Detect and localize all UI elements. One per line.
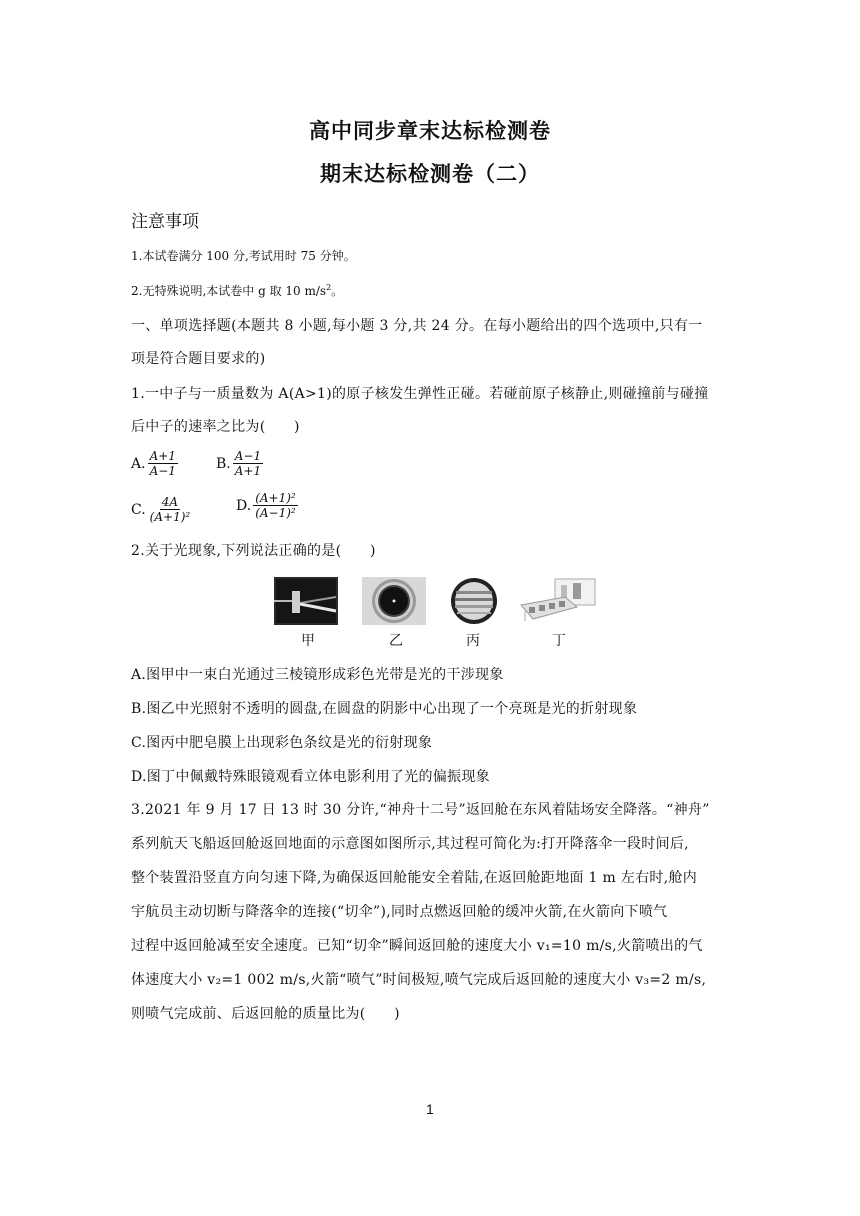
page-title: 高中同步章末达标检测卷 — [309, 118, 551, 143]
figure-label-2: 乙 — [389, 633, 403, 649]
q3-line2: 系列航天飞船返回舱返回地面的示意图如图所示,其过程可简化为:打开降落伞一段时间后, — [131, 836, 689, 852]
figure-poisson-spot-image — [362, 577, 426, 625]
fraction — [233, 449, 263, 478]
q3-line5: 过程中返回舱减至安全速度。已知“切伞”瞬间返回舱的速度大小 v₁=10 m/s,火箭喷出的气 — [131, 938, 703, 954]
q2-option-a: A.图甲中一束白光通过三棱镜形成彩色光带是光的干涉现象 — [131, 667, 504, 683]
numerator: A+1 — [149, 449, 176, 463]
figure-label-1: 甲 — [301, 633, 315, 649]
section-heading-line1: 一、单项选择题(本题共 8 小题,每小题 3 分,共 24 分。在每小题给出的四个选项中,只有一 — [131, 318, 703, 334]
page-subtitle: 期末达标检测卷（二） — [320, 161, 540, 186]
fraction — [148, 495, 193, 524]
q1-option-a — [131, 449, 178, 478]
figure-prism-image — [274, 577, 338, 625]
numerator: 4A — [161, 495, 179, 509]
q3-line1: 3.2021 年 9 月 17 日 13 时 30 分许,“神舟十二号”返回舱在东风着陆场安全降落。“神舟” — [131, 802, 710, 818]
q2-stem: 2.关于光现象,下列说法正确的是( ) — [131, 543, 376, 559]
superscript: 2 — [326, 283, 332, 292]
q1-option-d — [236, 491, 298, 520]
option-label: C. — [131, 501, 146, 518]
figure-soap-film-image — [450, 577, 498, 625]
notice-heading: 注意事项 — [131, 212, 199, 232]
page-number: 1 — [426, 1101, 434, 1117]
figure-label-3: 丙 — [466, 633, 480, 649]
q1-option-c — [131, 495, 192, 524]
q1-option-b — [216, 449, 263, 478]
q3-line4: 宇航员主动切断与降落伞的连接(“切伞”),同时点燃返回舱的缓冲火箭,在火箭向下喷气 — [131, 904, 668, 920]
section-heading-line2: 项是符合题目要求的) — [131, 351, 266, 367]
q2-option-d: D.图丁中佩戴特殊眼镜观看立体电影利用了光的偏振现象 — [131, 769, 490, 785]
numerator: A−1 — [234, 449, 262, 463]
numerator: (A+1)² — [255, 491, 296, 505]
q2-option-b: B.图乙中光照射不透明的圆盘,在圆盘的阴影中心出现了一个亮斑是光的折射现象 — [131, 701, 638, 717]
q1-line1: 1.一中子与一质量数为 A(A>1)的原子核发生弹性正碰。若碰前原子核静止,则碰撞前与碰撞 — [131, 386, 709, 402]
fraction — [253, 491, 298, 520]
notice-item-2-end: 。 — [331, 284, 344, 298]
q3-line6: 体速度大小 v₂=1 002 m/s,火箭“喷气”时间极短,喷气完成后返回舱的速度大小 v₃=2 m/s, — [131, 972, 707, 988]
option-label: B. — [216, 455, 231, 472]
fraction — [148, 449, 178, 478]
denominator: A+1 — [234, 464, 262, 478]
denominator: (A−1)² — [255, 506, 296, 520]
denominator: A−1 — [149, 464, 176, 478]
notice-item-2 — [131, 282, 343, 299]
figure-3d-cinema-image — [517, 577, 599, 625]
q3-line7: 则喷气完成前、后返回舱的质量比为( ) — [131, 1006, 400, 1022]
q3-line3: 整个装置沿竖直方向匀速下降,为确保返回舱能安全着陆,在返回舱距地面 1 m 左右时,舱内 — [131, 870, 698, 886]
option-label: A. — [131, 455, 146, 472]
figure-label-4: 丁 — [552, 633, 566, 649]
q2-option-c: C.图丙中肥皂膜上出现彩色条纹是光的衍射现象 — [131, 735, 433, 751]
option-label: D. — [236, 497, 252, 514]
notice-item-1: 1.本试卷满分 100 分,考试用时 75 分钟。 — [131, 249, 356, 263]
denominator: (A+1)² — [149, 510, 191, 524]
q1-line2: 后中子的速率之比为( ) — [131, 419, 300, 435]
notice-item-2-text: 2.无特殊说明,本试卷中 g 取 10 m/s — [131, 284, 327, 298]
